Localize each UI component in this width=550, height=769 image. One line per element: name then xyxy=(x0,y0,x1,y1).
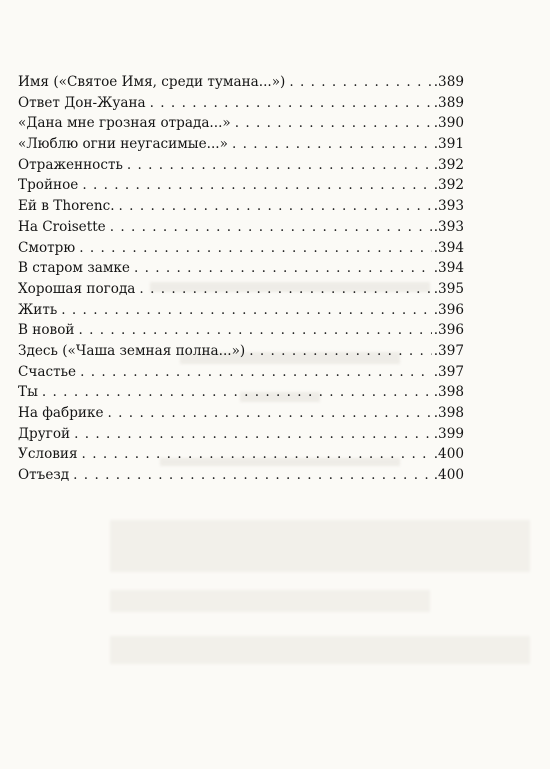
toc-entry-title: Здесь («Чаша земная полна...») xyxy=(18,342,246,359)
toc-leader-dots xyxy=(249,341,431,362)
toc-entry-page: .391 xyxy=(433,136,464,153)
toc-entry-title: Условия xyxy=(18,446,78,463)
bleed-through-block-7 xyxy=(110,636,530,664)
toc-leader-dots xyxy=(110,217,432,238)
toc-leader-dots xyxy=(78,320,431,341)
toc-entry-page: .399 xyxy=(433,425,464,442)
toc-entry xyxy=(18,424,464,445)
toc-entry-title: В старом замке xyxy=(18,260,130,277)
toc-entry xyxy=(18,175,464,196)
toc-leader-dots xyxy=(79,238,432,259)
toc-leader-dots xyxy=(73,465,432,486)
toc-entry xyxy=(18,238,464,259)
toc-entry xyxy=(18,93,464,114)
toc-entry-title: «Люблю огни неугасимые...» xyxy=(18,136,228,153)
toc-entry xyxy=(18,113,464,134)
toc-entry-page: .400 xyxy=(433,446,464,463)
toc-leader-dots xyxy=(119,196,432,217)
toc-entry-title: Жить xyxy=(18,301,58,318)
toc-entry-title: Счастье xyxy=(18,363,77,380)
toc-leader-dots xyxy=(74,424,432,445)
toc-entry-title: Тройное xyxy=(18,177,79,194)
toc-entry-title: Отъезд xyxy=(18,467,70,484)
toc-entry xyxy=(18,465,464,486)
toc-leader-dots xyxy=(61,300,431,321)
toc-leader-dots xyxy=(235,113,432,134)
table-of-contents xyxy=(18,72,464,486)
toc-entry-page: .398 xyxy=(433,384,464,401)
toc-leader-dots xyxy=(82,444,432,465)
toc-leader-dots xyxy=(82,175,431,196)
toc-leader-dots xyxy=(108,403,432,424)
toc-leader-dots xyxy=(42,382,432,403)
toc-entry xyxy=(18,382,464,403)
toc-leader-dots xyxy=(127,155,432,176)
toc-entry-title: Другой xyxy=(18,425,71,442)
toc-entry-title: Имя («Святое Имя, среди тумана...») xyxy=(18,74,286,90)
toc-entry-page: .392 xyxy=(433,177,464,194)
bleed-through-block-6 xyxy=(110,590,430,612)
toc-entry xyxy=(18,444,464,465)
toc-entry xyxy=(18,155,464,176)
toc-entry-page: .389 xyxy=(433,74,464,90)
toc-entry-title: Ей в Thorenc. xyxy=(18,198,115,215)
toc-entry-title: На Croisette xyxy=(18,218,106,235)
bleed-through-block-5 xyxy=(110,520,530,572)
toc-entry-title: В новой xyxy=(18,322,75,339)
toc-entry-page: .394 xyxy=(433,260,464,277)
toc-entry xyxy=(18,279,464,300)
toc-entry-title: Ты xyxy=(18,384,38,401)
toc-entry-title: Отраженность xyxy=(18,156,123,173)
toc-entry-page: .398 xyxy=(433,405,464,421)
toc-entry-title: Хорошая погода xyxy=(18,280,136,297)
toc-entry xyxy=(18,403,464,424)
toc-entry-title: Смотрю xyxy=(18,239,76,256)
toc-leader-dots xyxy=(232,134,432,155)
toc-leader-dots xyxy=(134,258,432,279)
toc-entry-page: .393 xyxy=(433,198,464,215)
toc-entry xyxy=(18,341,464,362)
toc-entry xyxy=(18,72,464,93)
toc-entry-page: .390 xyxy=(433,115,464,132)
toc-entry-page: .400 xyxy=(433,467,464,484)
toc-entry-page: .397 xyxy=(433,363,464,380)
toc-entry-title: На фабрике xyxy=(18,405,104,421)
toc-entry-page: .393 xyxy=(433,218,464,235)
toc-leader-dots xyxy=(150,93,432,114)
toc-entry xyxy=(18,362,464,383)
toc-entry-page: .394 xyxy=(433,239,464,256)
toc-entry xyxy=(18,320,464,341)
toc-entry-page: .392 xyxy=(433,156,464,173)
toc-entry xyxy=(18,300,464,321)
toc-entry xyxy=(18,196,464,217)
toc-entry-page: .397 xyxy=(433,342,464,359)
toc-leader-dots xyxy=(289,72,431,93)
toc-entry-title: Ответ Дон-Жуана xyxy=(18,94,146,111)
toc-leader-dots xyxy=(139,279,431,300)
toc-entry xyxy=(18,217,464,238)
toc-leader-dots xyxy=(80,362,432,383)
toc-entry-title: «Дана мне грозная отрада...» xyxy=(18,115,231,132)
toc-entry-page: .396 xyxy=(433,301,464,318)
toc-entry xyxy=(18,134,464,155)
toc-entry xyxy=(18,258,464,279)
toc-entry-page: .396 xyxy=(433,322,464,339)
toc-entry-page: .389 xyxy=(433,94,464,111)
toc-entry-page: .395 xyxy=(433,280,464,297)
